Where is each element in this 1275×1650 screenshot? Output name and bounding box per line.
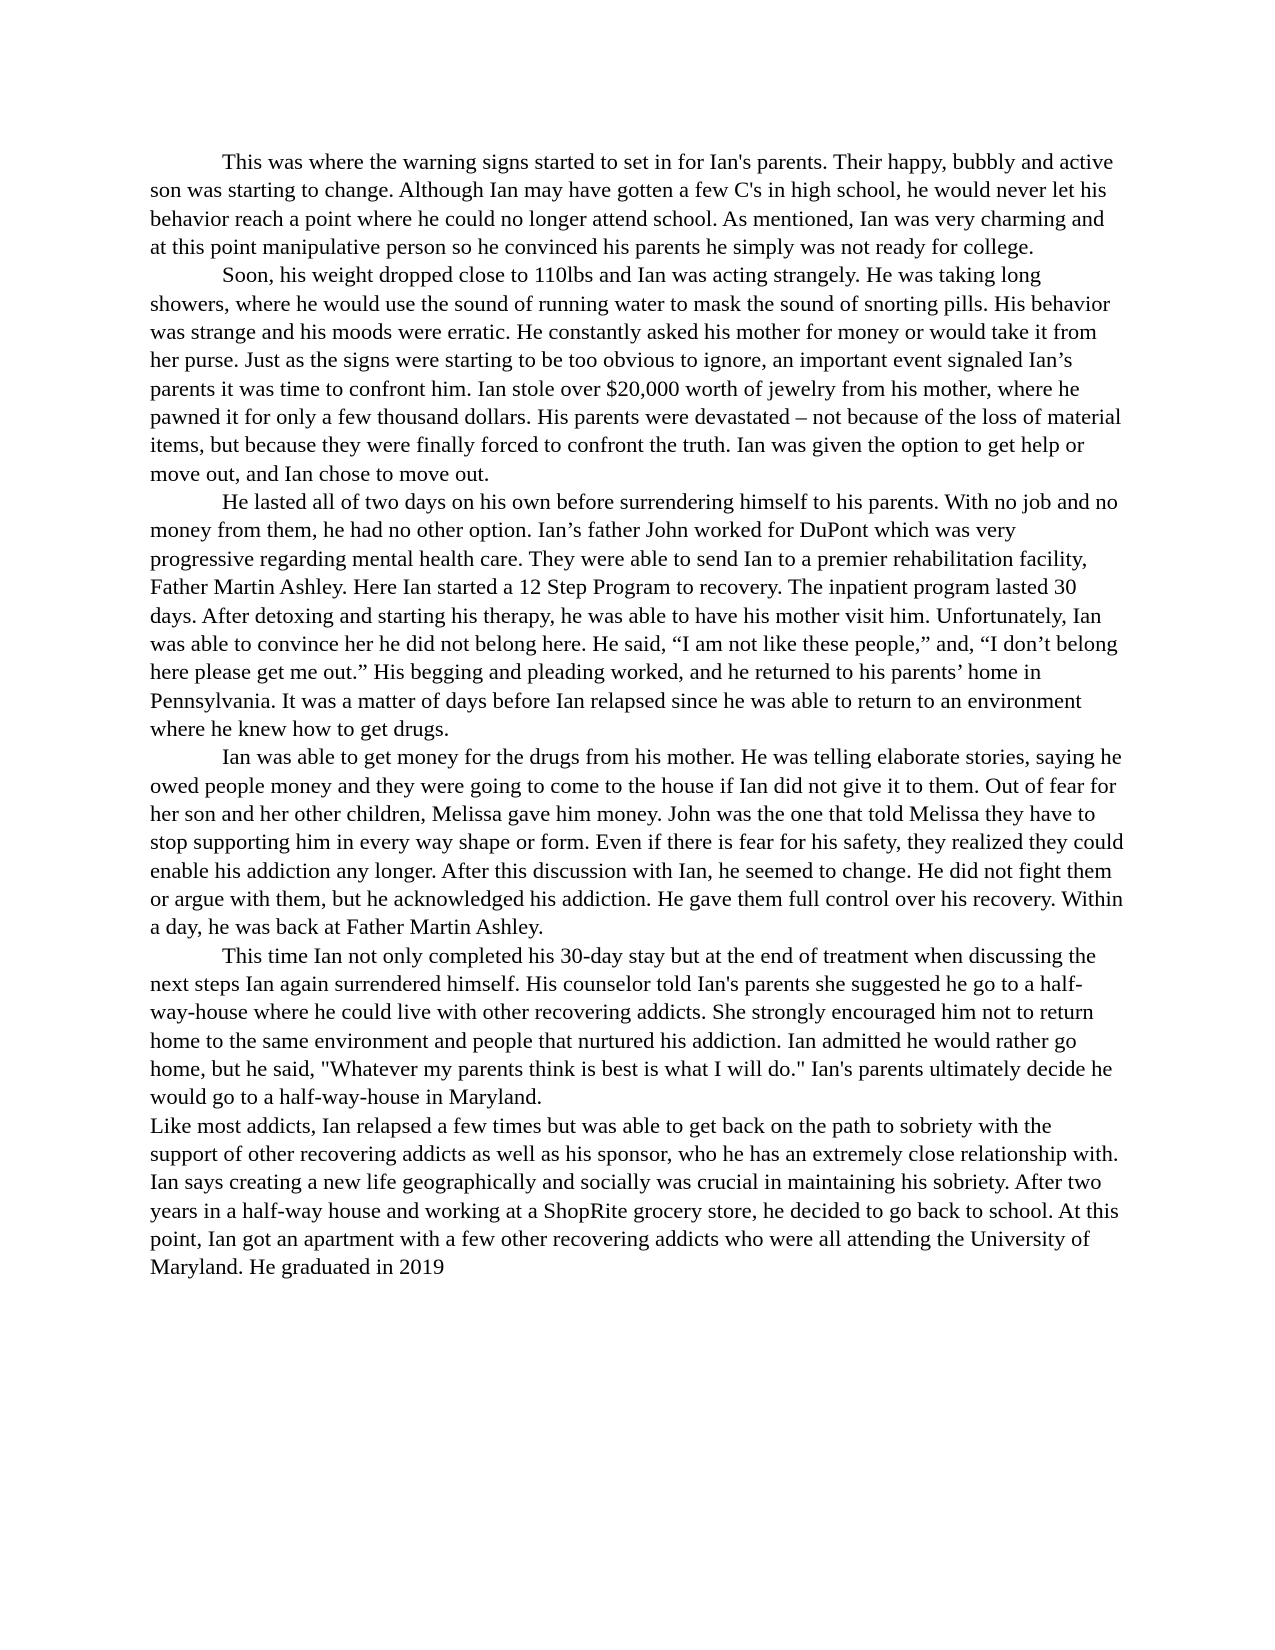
paragraph-rehabilitation: He lasted all of two days on his own before surrendering himself to his parents. With no job and no money from them, he had no other option. Ian’s father John worked for DuPont which was very progressive regarding mental health care. They were able to send Ian to a premier rehabilitation facility, Father Martin Ashley. Here Ian started a 12 Step Program to recovery. The inpatient program lasted 30 days. After detoxing and starting his therapy, he was able to have his mother visit him. Unfortunately, Ian was able to convince her he did not belong here. He said, “I am not like these people,” and, “I don’t belong here please get me out.” His begging and pleading worked, and he returned to his parents’ home in Pennsylvania. It was a matter of days before Ian relapsed since he was able to return to an environment where he knew how to get drugs. [150,489,1118,741]
paragraph-weight-dropped: Soon, his weight dropped close to 110lbs and Ian was acting strangely. He was taking long showers, where he would use the sound of running water to mask the sound of snorting pills. His behavior was strange and his moods were erratic. He constantly asked his mother for money or would take it from her purse. Just as the signs were starting to be too obvious to ignore, an important event signaled Ian’s parents it was time to confront him. Ian stole over $20,000 worth of jewelry from his mother, where he pawned it for only a few thousand dollars. His parents were devastated – not because of the loss of material items, but because they were finally forced to confront the truth. Ian was given the option to get help or move out, and Ian chose to move out. [150,262,1122,486]
paragraph-second-stay: This time Ian not only completed his 30-day stay but at the end of treatment when discussing the next steps Ian again surrendered himself. His counselor told Ian's parents she suggested he go to a half-way-house where he could live with other recovering addicts. She strongly encouraged him not to return home to the same environment and people that nurtured his addiction. Ian admitted he would rather go home, but he said, "Whatever my parents think is best is what I will do." Ian's parents ultimately decide he would go to a half-way-house in Maryland. [150,942,1113,1110]
paragraph-recovery-school: Like most addicts, Ian relapsed a few times but was able to get back on the path to sobriety with the support of other recovering addicts as well as his sponsor, who he has an extremely close relationship with. Ian says creating a new life geographically and socially was crucial in maintaining his sobriety. After two years in a half-way house and working at a ShopRite grocery store, he decided to go back to school. At this point, Ian got an apartment with a few other recovering addicts who were all attending the University of Maryland. He graduated in 2019 [150,1112,1119,1280]
document-page [150,148,1125,1282]
paragraph-warning-signs: This was where the warning signs started to set in for Ian's parents. Their happy, bubbly and active son was starting to change. Although Ian may have gotten a few C's in high school, he would never let his behavior reach a point where he could no longer attend school. As mentioned, Ian was very charming and at this point manipulative person so he convinced his parents he simply was not ready for college. [150,149,1114,260]
paragraph-money-from-mother: Ian was able to get money for the drugs from his mother. He was telling elaborate stories, saying he owed people money and they were going to come to the house if Ian did not give it to them. Out of fear for her son and her other children, Melissa gave him money. John was the one that told Melissa they have to stop supporting him in every way shape or form. Even if there is fear for his safety, they realized they could enable his addiction any longer. After this discussion with Ian, he seemed to change. He did not fight them or argue with them, but he acknowledged his addiction. He gave them full control over his recovery. Within a day, he was back at Father Martin Ashley. [150,744,1124,940]
